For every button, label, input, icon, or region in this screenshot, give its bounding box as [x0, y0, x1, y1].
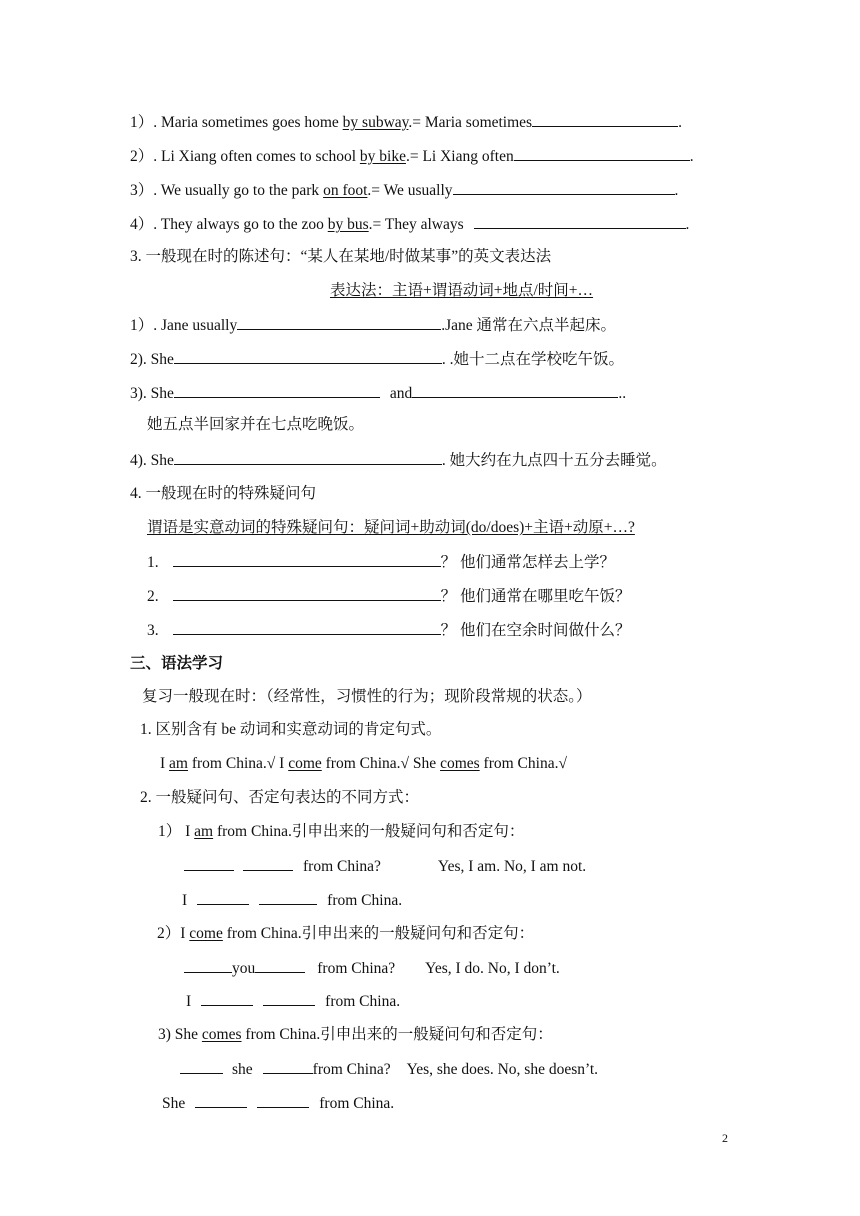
page-number: 2 — [722, 1131, 728, 1145]
sentence-text: 2). She — [130, 351, 174, 368]
answer-blank[interactable] — [259, 890, 317, 905]
case-text: from China. — [319, 1095, 395, 1112]
grammar-case-2 — [157, 924, 534, 944]
answer-blank[interactable] — [532, 112, 678, 127]
example-text: from China.√ She — [321, 755, 441, 772]
underlined-verb: comes — [201, 1026, 242, 1043]
case-answer: Yes, I do. No, I don’t. — [425, 960, 560, 977]
item-number: 4）. — [130, 216, 158, 233]
sentence-translation: .Jane 通常在六点半起床。 — [441, 317, 616, 334]
underlined-verb: comes — [440, 755, 480, 772]
item-1 — [130, 112, 682, 133]
case-text: 1） I — [158, 823, 195, 840]
underlined-verb: come — [189, 925, 223, 942]
case-text: you — [232, 960, 256, 977]
question-3 — [147, 620, 631, 641]
grammar-point-2: 2. 一般疑问句、否定句表达的不同方式： — [140, 789, 420, 806]
answer-blank[interactable] — [237, 315, 441, 330]
question-translation: ？ 他们通常怎样去上学？ — [440, 554, 616, 571]
sentence-translation: . 她大约在九点四十五分去睡觉。 — [441, 452, 667, 469]
answer-blank[interactable] — [173, 552, 441, 567]
item-text: .= They always — [368, 216, 468, 233]
case-text: from China. — [327, 892, 403, 909]
item-3 — [130, 180, 678, 201]
sentence-end: .. — [618, 385, 627, 402]
answer-blank[interactable] — [173, 586, 441, 601]
case-2-negative — [186, 991, 400, 1012]
underlined-phrase: by subway — [342, 114, 409, 131]
item-text: .= Maria sometimes — [408, 114, 533, 131]
underlined-phrase: by bike — [359, 148, 406, 165]
answer-blank[interactable] — [263, 991, 315, 1006]
answer-blank[interactable] — [184, 856, 234, 871]
question-translation: ？ 他们通常在哪里吃午饭？ — [440, 588, 631, 605]
answer-blank[interactable] — [173, 620, 441, 635]
answer-blank[interactable] — [184, 958, 232, 973]
case-text: 3) She — [158, 1026, 202, 1043]
case-2-question — [184, 958, 560, 979]
section-4-heading: 4. 一般现在时的特殊疑问句 — [130, 485, 317, 502]
case-text: from China? — [312, 1061, 391, 1078]
answer-blank[interactable] — [174, 349, 442, 364]
case-text: she — [232, 1061, 253, 1078]
answer-blank[interactable] — [257, 1093, 309, 1108]
case-text: from China.引申出来的一般疑问句和否定句： — [213, 823, 525, 840]
item-text: .= We usually — [367, 182, 453, 199]
case-text: from China? — [317, 960, 396, 977]
section-3-heading: 3. 一般现在时的陈述句：“某人在某地/时做某事”的英文表达法 — [130, 248, 552, 265]
item-text: We usually go to the park — [157, 182, 324, 199]
sentence-3-translation: 她五点半回家并在七点吃晚饭。 — [147, 416, 365, 433]
question-number: 2. — [147, 588, 159, 605]
case-3-question — [180, 1059, 598, 1080]
grammar-title: 三、语法学习 — [130, 655, 224, 672]
sentence-translation: . .她十二点在学校吃午饭。 — [441, 351, 625, 368]
question-translation: ？ 他们在空余时间做什么？ — [440, 622, 631, 639]
answer-blank[interactable] — [453, 180, 675, 195]
case-text: I — [182, 892, 188, 909]
item-end: . — [689, 148, 694, 165]
item-end: . — [678, 114, 682, 131]
case-text: from China? — [303, 858, 381, 875]
answer-blank[interactable] — [195, 1093, 247, 1108]
item-text: Li Xiang often comes to school — [157, 148, 360, 165]
sentence-1 — [130, 315, 616, 336]
sentence-3 — [130, 383, 626, 404]
sentence-text: 1）. Jane usually — [130, 317, 238, 334]
case-3-negative — [162, 1093, 394, 1114]
case-text: I — [186, 993, 192, 1010]
answer-blank[interactable] — [197, 890, 249, 905]
sentence-4 — [130, 450, 667, 471]
example-text: from China.√ I — [187, 755, 289, 772]
item-number: 1）. — [130, 114, 158, 131]
case-text: from China.引申出来的一般疑问句和否定句： — [222, 925, 535, 942]
sentence-text: 4). She — [130, 452, 174, 469]
case-text: from China. — [325, 993, 401, 1010]
answer-blank[interactable] — [243, 856, 293, 871]
sentence-text: 3). She — [130, 385, 174, 402]
grammar-intro: 复习一般现在时：（经常性，习惯性的行为；现阶段常规的状态。） — [142, 688, 592, 705]
section-3-formula: 表达法：主语+谓语动词+地点/时间+… — [330, 282, 594, 299]
answer-blank[interactable] — [255, 958, 305, 973]
answer-blank[interactable] — [412, 383, 618, 398]
example-sentences — [160, 754, 567, 774]
case-answer: Yes, she does. No, she doesn’t. — [406, 1061, 599, 1078]
answer-blank[interactable] — [174, 383, 380, 398]
item-text: .= Li Xiang often — [405, 148, 514, 165]
sentence-2 — [130, 349, 624, 370]
answer-blank[interactable] — [474, 214, 686, 229]
item-end: . — [685, 216, 690, 233]
item-2 — [130, 146, 694, 167]
item-end: . — [674, 182, 679, 199]
example-text: from China.√ — [479, 755, 567, 772]
item-text: Maria sometimes goes home — [157, 114, 343, 131]
case-1-question — [184, 856, 586, 877]
question-2 — [147, 586, 631, 607]
underlined-verb: am — [194, 823, 214, 840]
case-answer: Yes, I am. No, I am not. — [437, 858, 587, 875]
answer-blank[interactable] — [514, 146, 690, 161]
question-number: 3. — [147, 622, 159, 639]
underlined-phrase: by bus — [327, 216, 369, 233]
grammar-point-1: 1. 区别含有 be 动词和实意动词的肯定句式。 — [140, 721, 442, 738]
answer-blank[interactable] — [263, 1059, 313, 1074]
section-4-rule: 谓语是实意动词的特殊疑问句：疑问词+助动词(do/does)+主语+动原+…? — [147, 519, 635, 536]
question-1 — [147, 552, 615, 573]
grammar-case-3 — [158, 1025, 553, 1045]
underlined-phrase: on foot — [323, 182, 368, 199]
case-text: She — [162, 1095, 186, 1112]
sentence-text: and — [389, 385, 413, 402]
answer-blank[interactable] — [174, 450, 442, 465]
example-text: I — [160, 755, 170, 772]
case-text: from China.引申出来的一般疑问句和否定句： — [241, 1026, 553, 1043]
underlined-verb: come — [288, 755, 322, 772]
case-text: 2）I — [157, 925, 190, 942]
item-text: They always go to the zoo — [157, 216, 328, 233]
answer-blank[interactable] — [201, 991, 253, 1006]
answer-blank[interactable] — [180, 1059, 223, 1074]
underlined-verb: am — [169, 755, 188, 772]
grammar-case-1 — [158, 822, 524, 842]
item-number: 3）. — [130, 182, 158, 199]
case-1-negative — [182, 890, 402, 911]
question-number: 1. — [147, 554, 159, 571]
item-4 — [130, 214, 689, 235]
item-number: 2）. — [130, 148, 158, 165]
